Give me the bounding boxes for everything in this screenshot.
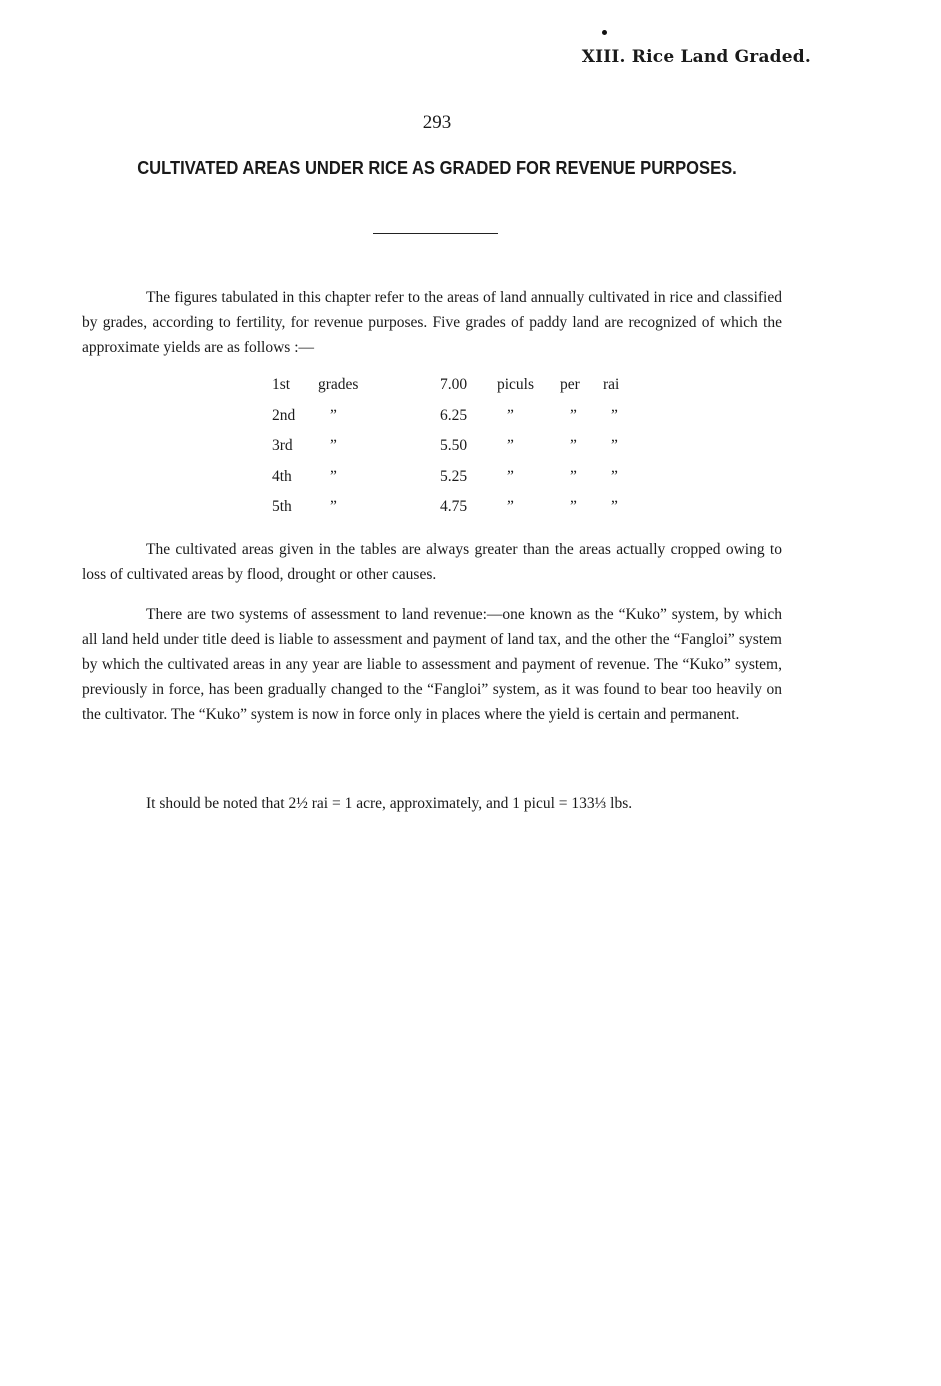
rai-cell: rai [603, 376, 620, 393]
yields-table [272, 376, 641, 529]
ink-speck [602, 30, 607, 35]
table-row [272, 498, 641, 529]
paragraph-assessment-systems: There are two systems of assessment to land revenue:—one known as the “Kuko” system, by which all land held under title deed is liable to assessment and payment of land tax, and the other the “Fangloi” system by which the cultivated areas in any year are liable to assessment and payment of revenue. The “Kuko” system, previously in force, has been gradually changed to the “Fangloi” system, as it was found to bear too heavily on the cultivator. The “Kuko” system is now in force only in places where the yield is certain and permanent. [82, 606, 782, 723]
title-rule [373, 233, 498, 234]
grade-unit-cell: ” [330, 467, 337, 485]
grade-unit-cell: grades [318, 376, 359, 393]
yield-value-cell: 5.50 [440, 437, 468, 454]
grade-unit-cell: ” [330, 406, 337, 424]
page-title: CULTIVATED AREAS UNDER RICE AS GRADED FOR REVENUE PURPOSES. [137, 158, 737, 178]
table-row [272, 437, 641, 468]
picul-cell: ” [507, 437, 514, 454]
rai-cell: ” [611, 498, 618, 515]
grade-cell: 4th [272, 467, 292, 485]
grade-cell: 2nd [272, 406, 296, 424]
grade-cell: 5th [272, 498, 292, 515]
yield-value-cell: 4.75 [440, 498, 468, 515]
paragraph-intro: The figures tabulated in this chapter refer to the areas of land annually cultivated in rice and classified by grades, according to fertility, for revenue purposes. Five grades of paddy land are recognized of which the approximate yields are as follows :— [82, 289, 782, 356]
per-cell: ” [570, 406, 577, 424]
rai-cell: ” [611, 467, 618, 485]
yield-value-cell: 7.00 [440, 376, 468, 393]
per-cell: ” [570, 437, 577, 454]
per-cell: ” [570, 467, 577, 485]
picul-cell: piculs [497, 376, 535, 393]
table-row [272, 468, 641, 499]
yield-value-cell: 6.25 [440, 406, 468, 424]
per-cell: per [560, 376, 580, 393]
picul-cell: ” [507, 498, 514, 515]
page-number: 293 [422, 112, 452, 133]
table-row [272, 376, 641, 407]
rai-cell: ” [611, 406, 618, 424]
rai-cell: ” [611, 437, 618, 454]
grade-unit-cell: ” [330, 498, 337, 515]
running-head: XIII. Rice Land Graded. [581, 47, 811, 67]
paragraph-conversion-note: It should be noted that 2½ rai = 1 acre, approximately, and 1 picul = 133⅓ lbs. [146, 795, 633, 812]
table-row [272, 407, 641, 438]
picul-cell: ” [507, 467, 514, 485]
grade-unit-cell: ” [330, 437, 337, 454]
grade-cell: 3rd [272, 437, 293, 454]
picul-cell: ” [507, 406, 514, 424]
paragraph-cultivated-areas: The cultivated areas given in the tables are always greater than the areas actually cropped owing to loss of cultivated areas by flood, drought or other causes. [82, 541, 782, 583]
grade-cell: 1st [272, 376, 291, 393]
per-cell: ” [570, 498, 577, 515]
yield-value-cell: 5.25 [440, 467, 468, 485]
